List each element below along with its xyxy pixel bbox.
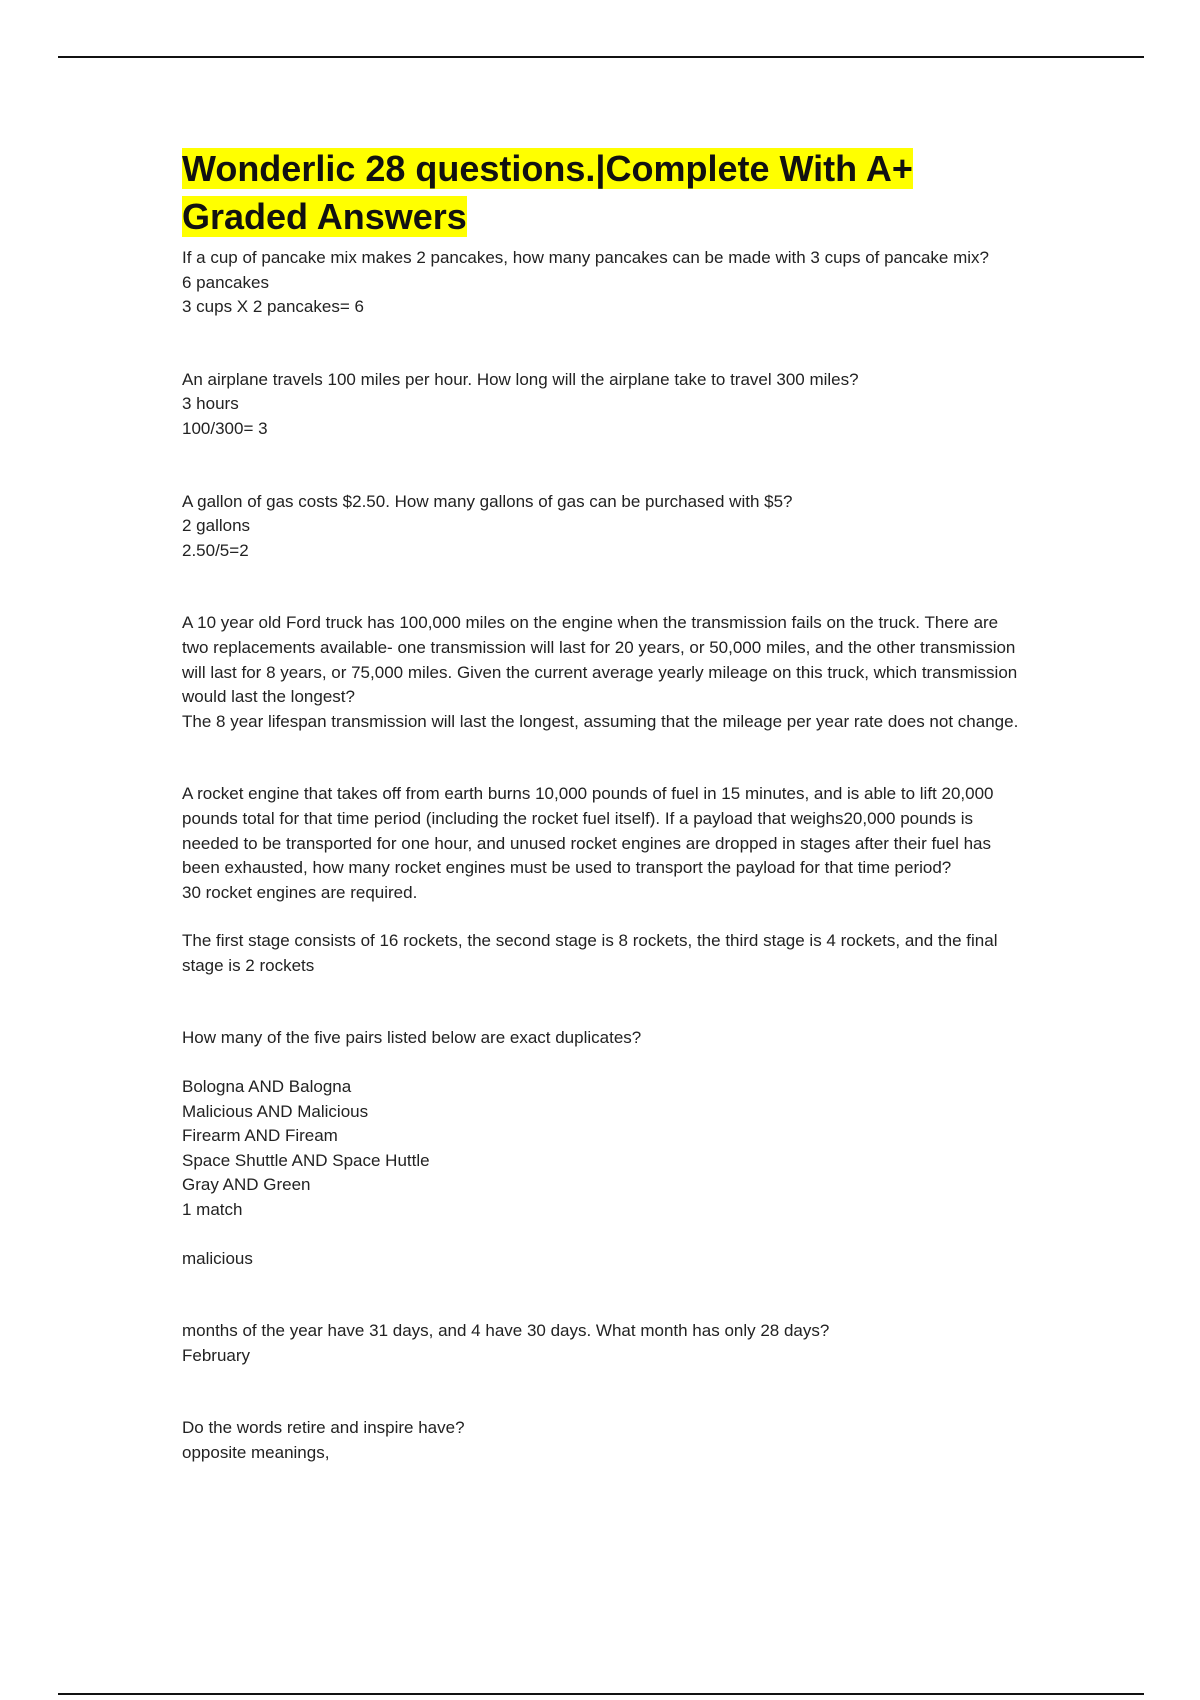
top-rule: [58, 56, 1144, 58]
question-text: A gallon of gas costs $2.50. How many gallons of gas can be purchased with $5?: [182, 491, 793, 511]
title-line-2: Graded Answers: [182, 196, 467, 237]
list-item: Gray AND Green: [182, 1175, 311, 1195]
qa-gas: [182, 490, 1022, 564]
question-text: A rocket engine that takes off from earth burns 10,000 pounds of fuel in 15 minutes, and is able to lift 20,000 pounds total for that time period (including the rocket fuel itself). If a payload that weighs20,000 pounds is needed to be transported for one hour, and unused rocket engines are dropped in stages after their fuel has been exhausted, how many rocket engines must be used to transport the payload for that time period?: [182, 784, 994, 878]
qa-truck: [182, 611, 1022, 734]
list-item: Space Shuttle AND Space Huttle: [182, 1150, 430, 1170]
title-line-1: Wonderlic 28 questions.|Complete With A+: [182, 148, 913, 189]
answer-text: 3 hours: [182, 394, 239, 414]
question-text: How many of the five pairs listed below are exact duplicates?: [182, 1028, 642, 1048]
explanation-text: malicious: [182, 1248, 253, 1268]
answer-text: February: [182, 1345, 251, 1365]
question-text: Do the words retire and inspire have?: [182, 1418, 465, 1438]
qa-duplicates: [182, 1026, 1022, 1271]
qa-pancakes: [182, 246, 1022, 320]
question-text: If a cup of pancake mix makes 2 pancakes, how many pancakes can be made with 3 cups of pancake mix?: [182, 248, 989, 267]
pairs-list: [182, 1075, 1022, 1198]
answer-text: 2 gallons: [182, 516, 251, 536]
list-item: Malicious AND Malicious: [182, 1101, 369, 1121]
list-item: Firearm AND Fiream: [182, 1126, 338, 1146]
answer-text: 1 match: [182, 1200, 243, 1220]
question-text: months of the year have 31 days, and 4 have 30 days. What month has only 28 days?: [182, 1321, 830, 1341]
answer-text: opposite meanings,: [182, 1443, 330, 1462]
work-text: 100/300= 3: [182, 418, 268, 438]
question-text: An airplane travels 100 miles per hour. How long will the airplane take to travel 300 miles?: [182, 369, 859, 389]
answer-text: 6 pancakes: [182, 272, 269, 292]
document-body: [182, 145, 1022, 1466]
bottom-rule: [58, 1693, 1144, 1695]
qa-airplane: [182, 368, 1022, 442]
explanation-text: The first stage consists of 16 rockets, the second stage is 8 rockets, the third stage is 4 rockets, and the final stage is 2 rockets: [182, 931, 998, 975]
document-title: [182, 145, 1022, 241]
qa-months: [182, 1319, 1022, 1368]
work-text: 3 cups X 2 pancakes= 6: [182, 297, 364, 317]
answer-text: 30 rocket engines are required.: [182, 882, 418, 902]
qa-rocket: [182, 782, 1022, 978]
work-text: 2.50/5=2: [182, 540, 249, 560]
list-item: Bologna AND Balogna: [182, 1077, 352, 1097]
qa-retire-inspire: [182, 1416, 1022, 1465]
question-text: A 10 year old Ford truck has 100,000 miles on the engine when the transmission fails on the truck. There are two replacements available- one transmission will last for 20 years, or 50,000 miles, and the other transmission will last for 8 years, or 75,000 miles. Given the current average yearly mileage on this truck, which transmission would last the longest?: [182, 613, 1018, 707]
answer-text: The 8 year lifespan transmission will last the longest, assuming that the mileage per year rate does not change.: [182, 711, 1019, 731]
